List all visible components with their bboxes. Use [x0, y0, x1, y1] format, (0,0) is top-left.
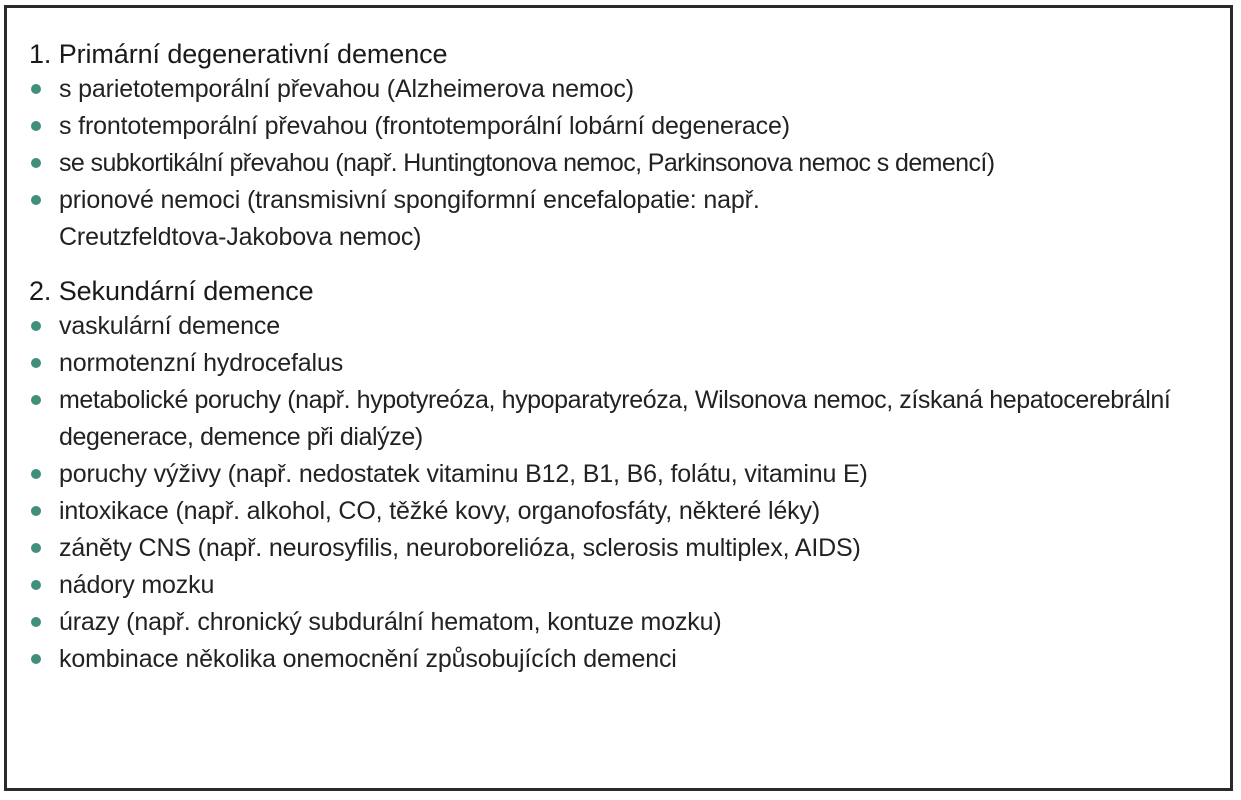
list-item — [29, 641, 1222, 678]
bullet-dot-icon — [31, 358, 41, 368]
section-title: 1. Primární degenerativní demence — [29, 39, 448, 69]
bullet-dot-icon — [31, 321, 41, 331]
bullet-dot-icon — [31, 654, 41, 664]
item-text: se subkortikální převahou (např. Huntingtonova nemoc, Parkinsonova nemoc s demencí) — [59, 149, 995, 177]
section-primary-dementia — [29, 37, 1222, 256]
list-item — [29, 108, 1222, 145]
item-text: normotenzní hydrocefalus — [59, 349, 344, 377]
item-text: s parietotemporální převahou (Alzheimerova nemoc) — [59, 75, 634, 103]
section-title: 2. Sekundární demence — [29, 276, 314, 306]
item-text: poruchy výživy (např. nedostatek vitaminu B12, B1, B6, folátu, vitaminu E) — [59, 460, 868, 488]
item-text: úrazy (např. chronický subdurální hematom, kontuze mozku) — [59, 608, 722, 636]
bullet-dot-icon — [31, 395, 41, 405]
bullet-dot-icon — [31, 195, 41, 205]
list-item — [29, 382, 1229, 456]
item-text: prionové nemoci (transmisivní spongiformní encefalopatie: např. Creutzfeldtova-Jakobova nemoc) — [59, 186, 760, 251]
bullet-dot-icon — [31, 84, 41, 94]
item-text: kombinace několika onemocnění způsobujících demenci — [59, 645, 677, 673]
list-item — [29, 530, 1222, 567]
bullet-dot-icon — [31, 617, 41, 627]
bullet-dot-icon — [31, 121, 41, 131]
item-list — [29, 71, 1222, 256]
list-item — [29, 182, 889, 256]
item-list — [29, 308, 1222, 678]
list-item — [29, 145, 1222, 182]
bullet-dot-icon — [31, 543, 41, 553]
item-text: nádory mozku — [59, 571, 215, 599]
bullet-dot-icon — [31, 506, 41, 516]
list-item — [29, 345, 1222, 382]
item-text: intoxikace (např. alkohol, CO, těžké kovy, organofosfáty, některé léky) — [59, 497, 821, 525]
section-secondary-dementia — [29, 274, 1222, 678]
list-item — [29, 308, 1222, 345]
list-item — [29, 71, 879, 108]
bullet-dot-icon — [31, 469, 41, 479]
item-text: vaskulární demence — [59, 312, 281, 340]
bullet-dot-icon — [31, 580, 41, 590]
classification-box — [4, 5, 1233, 791]
bullet-dot-icon — [31, 158, 41, 168]
list-item — [29, 567, 1222, 604]
item-text: záněty CNS (např. neurosyfilis, neuroborelióza, sclerosis multiplex, AIDS) — [59, 534, 861, 562]
list-item — [29, 604, 1222, 641]
classification-content — [29, 37, 1222, 678]
list-item — [29, 456, 1222, 493]
list-item — [29, 493, 1222, 530]
item-text: s frontotemporální převahou (frontotemporální lobární degenerace) — [59, 112, 790, 140]
item-text: metabolické poruchy (např. hypotyreóza, hypoparatyreóza, Wilsonova nemoc, získaná hepatocerebrální degenerace, demence při dialýze) — [59, 386, 1171, 451]
